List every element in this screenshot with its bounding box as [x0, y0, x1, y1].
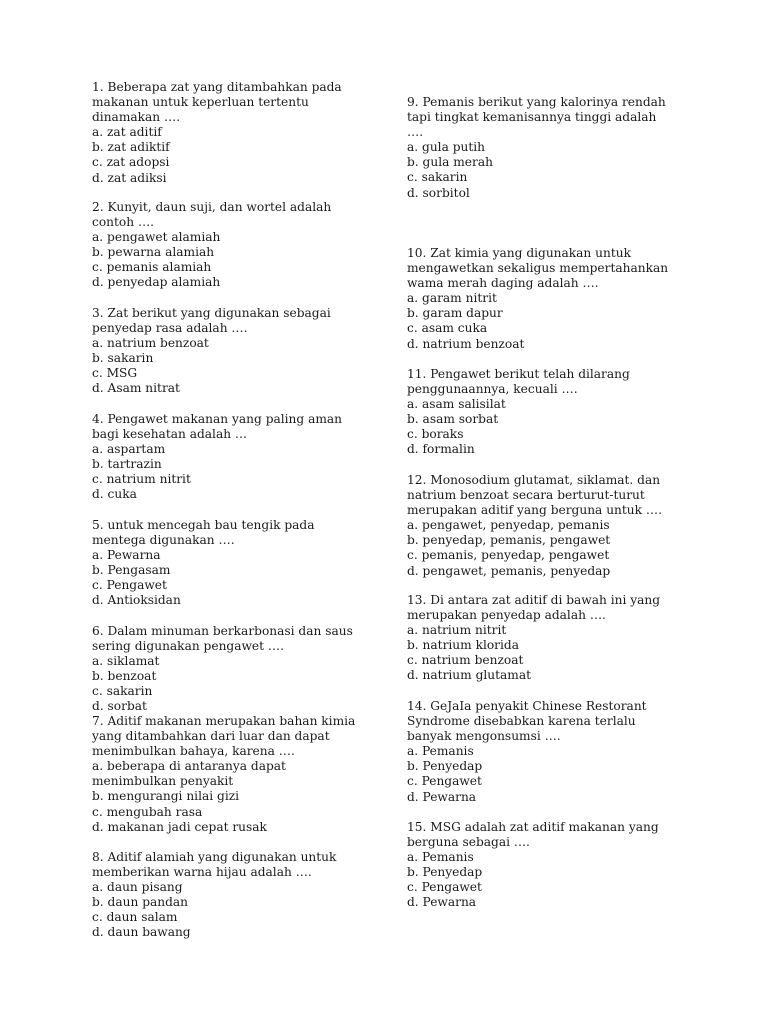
- answer-option: d. Pewarna: [407, 895, 477, 910]
- question-stem: 3. Zat berikut yang digunakan sebagai penyedap rasa adalah ….: [92, 306, 331, 336]
- answer-option: c. boraks: [407, 427, 464, 442]
- answer-option: d. daun bawang: [92, 925, 191, 940]
- answer-option: c. Pengawet: [407, 880, 482, 895]
- answer-option: d. zat adiksi: [92, 170, 167, 185]
- answer-option: a. Pewarna: [92, 548, 161, 563]
- answer-option: b. asam sorbat: [407, 412, 499, 427]
- answer-option: b. garam dapur: [407, 306, 503, 321]
- answer-option: b. pewarna alamiah: [92, 245, 215, 260]
- question-2: [92, 200, 384, 291]
- question-stem: 9. Pemanis berikut yang kalorinya rendah tapi tingkat kemanisannya tinggi adalah ….: [407, 95, 666, 140]
- answer-option: b. mengurangi nilai gizi: [92, 789, 240, 804]
- answer-option: c. sakarin: [407, 170, 468, 185]
- answer-option: c. zat adopsi: [92, 155, 170, 170]
- question-3: [92, 306, 384, 397]
- question-5: [92, 518, 384, 609]
- answer-option: c. sakarin: [92, 684, 153, 699]
- question-stem: 10. Zat kimia yang digunakan untuk mengawetkan sekaligus mempertahankan wama merah daging adalah ….: [407, 246, 669, 291]
- question-7: [92, 714, 384, 835]
- answer-option: c. pemanis, penyedap, pengawet: [407, 548, 610, 563]
- answer-option: a. siklamat: [92, 654, 160, 669]
- answer-option: a. gula putih: [407, 140, 485, 155]
- question-1: [92, 80, 384, 186]
- question-stem: 7. Aditif makanan merupakan bahan kimia yang ditambahkan dari luar dan dapat menimbulkan bahaya, karena ….: [92, 714, 356, 759]
- answer-option: a. pengawet alamiah: [92, 230, 221, 245]
- question-11: [407, 367, 697, 458]
- question-stem: 6. Dalam minuman berkarbonasi dan saus sering digunakan pengawet ….: [92, 624, 353, 654]
- answer-option: b. Penyedap: [407, 759, 483, 774]
- answer-option: d. Pewarna: [407, 789, 477, 804]
- question-stem: 5. untuk mencegah bau tengik pada mentega digunakan ….: [92, 518, 315, 548]
- answer-option: d. penyedap alamiah: [92, 275, 221, 290]
- answer-option: b. daun pandan: [92, 895, 189, 910]
- answer-option: b. Pengasam: [92, 563, 171, 578]
- answer-option: a. zat aditif: [92, 125, 162, 140]
- question-stem: 2. Kunyit, daun suji, dan wortel adalah contoh ….: [92, 200, 332, 230]
- answer-option: b. zat adiktif: [92, 140, 170, 155]
- question-stem: 14. GeJaIa penyakit Chinese Restorant Syndrome disebabkan karena terlalu banyak mengonsumsi ….: [407, 699, 647, 744]
- answer-option: d. sorbitol: [407, 185, 470, 200]
- answer-option: a. beberapa di antaranya dapat menimbulkan penyakit: [92, 759, 286, 789]
- answer-option: b. benzoat: [92, 669, 157, 684]
- answer-option: b. Penyedap: [407, 865, 483, 880]
- answer-option: b. natrium klorida: [407, 638, 519, 653]
- answer-option: a. natrium nitrit: [407, 623, 507, 638]
- answer-option: b. gula merah: [407, 155, 493, 170]
- answer-option: c. Pengawet: [92, 578, 167, 593]
- answer-option: c. Pengawet: [407, 774, 482, 789]
- question-stem: 15. MSG adalah zat aditif makanan yang berguna sebagai ….: [407, 820, 659, 850]
- question-4: [92, 412, 384, 503]
- answer-option: c. daun salam: [92, 910, 178, 925]
- answer-option: a. natrium benzoat: [92, 336, 209, 351]
- answer-option: d. makanan jadi cepat rusak: [92, 819, 267, 834]
- answer-option: a. garam nitrit: [407, 291, 497, 306]
- answer-option: d. Antioksidan: [92, 593, 181, 608]
- answer-option: d. Asam nitrat: [92, 381, 180, 396]
- answer-option: a. aspartam: [92, 442, 166, 457]
- answer-option: a. asam salisilat: [407, 397, 506, 412]
- answer-option: b. sakarin: [92, 351, 154, 366]
- answer-option: d. formalin: [407, 442, 475, 457]
- answer-option: a. daun pisang: [92, 880, 183, 895]
- answer-option: d. sorbat: [92, 699, 147, 714]
- answer-option: c. natrium nitrit: [92, 472, 191, 487]
- question-stem: 1. Beberapa zat yang ditambahkan pada makanan untuk keperluan tertentu dinamakan ….: [92, 80, 342, 125]
- answer-option: c. pemanis alamiah: [92, 260, 212, 275]
- question-9: [407, 95, 697, 201]
- answer-option: b. tartrazin: [92, 457, 162, 472]
- answer-option: a. pengawet, penyedap, pemanis: [407, 518, 610, 533]
- question-6: [92, 624, 384, 715]
- question-8: [92, 850, 384, 941]
- answer-option: c. natrium benzoat: [407, 653, 524, 668]
- answer-option: a. Pemanis: [407, 850, 474, 865]
- answer-option: c. MSG: [92, 366, 138, 381]
- question-14: [407, 699, 697, 805]
- question-stem: 8. Aditif alamiah yang digunakan untuk memberikan warna hijau adalah ….: [92, 850, 337, 880]
- answer-option: d. pengawet, pemanis, penyedap: [407, 563, 611, 578]
- question-13: [407, 593, 697, 684]
- answer-option: a. Pemanis: [407, 744, 474, 759]
- answer-option: c. mengubah rasa: [92, 804, 203, 819]
- answer-option: b. penyedap, pemanis, pengawet: [407, 533, 611, 548]
- answer-option: c. asam cuka: [407, 321, 488, 336]
- question-stem: 11. Pengawet berikut telah dilarang penggunaannya, kecuali ….: [407, 367, 630, 397]
- question-stem: 4. Pengawet makanan yang paling aman bagi kesehatan adalah …: [92, 412, 343, 442]
- answer-option: d. natrium glutamat: [407, 668, 531, 683]
- question-stem: 12. Monosodium glutamat, siklamat. dan natrium benzoat secara berturut-turut merupakan aditif yang berguna untuk ….: [407, 473, 662, 518]
- answer-option: d. cuka: [92, 487, 137, 502]
- answer-option: d. natrium benzoat: [407, 336, 525, 351]
- question-15: [407, 820, 697, 911]
- question-12: [407, 473, 697, 579]
- question-stem: 13. Di antara zat aditif di bawah ini yang merupakan penyedap adalah ….: [407, 593, 661, 623]
- question-10: [407, 246, 697, 352]
